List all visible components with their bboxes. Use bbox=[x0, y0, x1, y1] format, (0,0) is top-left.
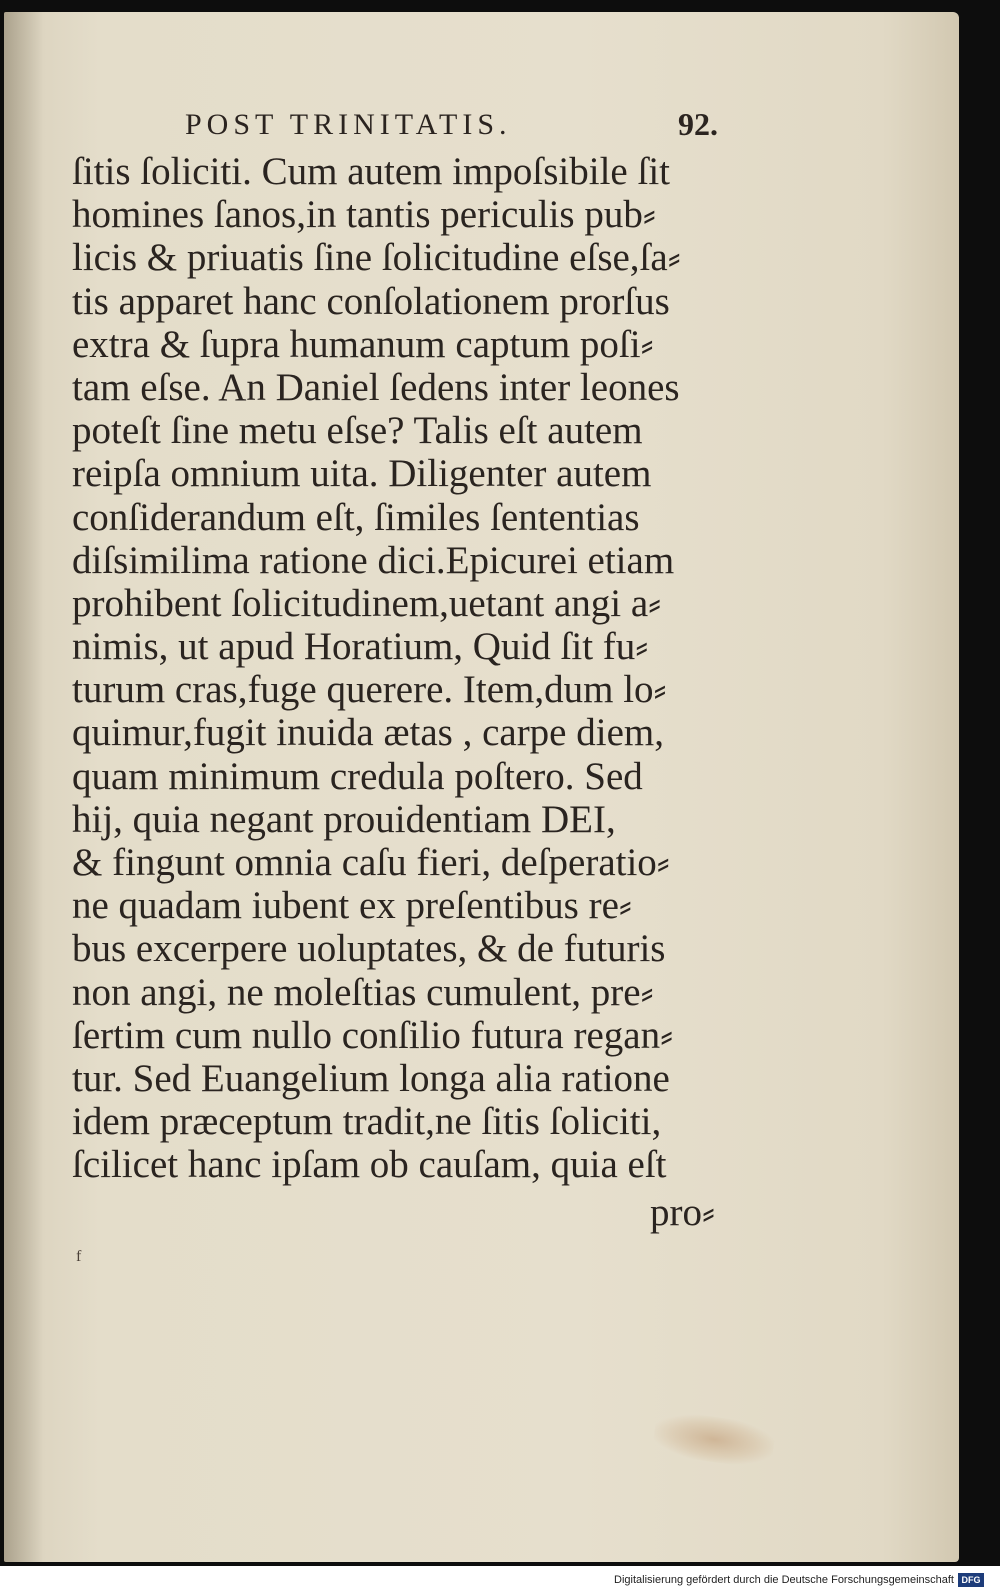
text-line: tis apparet hanc conſolationem prorſus bbox=[72, 279, 670, 323]
text-line: tur. Sed Euangelium longa alia ratione bbox=[72, 1056, 670, 1100]
text-line: prohibent ſolicitudinem,uetant angi a⸗ bbox=[72, 581, 662, 625]
text-line: ſitis ſoliciti. Cum autem impoſsibile ſit bbox=[72, 150, 670, 193]
text-line: homines ſanos,in tantis periculis pub⸗ bbox=[72, 193, 656, 237]
gutter-shadow bbox=[4, 12, 44, 1562]
text-line: quam minimum credula poſtero. Sed bbox=[72, 754, 643, 798]
text-line: idem præceptum tradit,ne ſitis ſoliciti, bbox=[72, 1100, 662, 1144]
text-line: reipſa omnium uita. Diligenter autem bbox=[72, 452, 652, 496]
text-line: extra & ſupra humanum captum poſi⸗ bbox=[72, 322, 654, 366]
text-line: hij, quia negant prouidentiam DEI, bbox=[72, 797, 616, 841]
text-line: licis & priuatis ſine ſolicitudine eſse,ſa⸗ bbox=[72, 236, 681, 280]
text-line: conſiderandum eſt, ſimiles ſententias bbox=[72, 495, 640, 539]
text-line: turum cras,fuge querere. Item,dum lo⸗ bbox=[72, 668, 667, 712]
folio-number: 92. bbox=[678, 106, 718, 142]
text-line: ne quadam iubent ex preſentibus re⸗ bbox=[72, 884, 632, 928]
paper-stain bbox=[651, 1409, 776, 1470]
text-line: bus excerpere uoluptates, & de futuris bbox=[72, 927, 666, 971]
text-line: non angi, ne moleſtias cumulent, pre⸗ bbox=[72, 970, 654, 1014]
digitization-credit: Digitalisierung gefördert durch die Deutsche Forschungsgemeinschaft bbox=[614, 1574, 954, 1586]
text-line: nimis, ut apud Horatium, Quid ſit fu⸗ bbox=[72, 625, 649, 669]
text-line: diſsimilima ratione dici.Epicurei etiam bbox=[72, 538, 675, 582]
text-line: ſertim cum nullo conſilio futura regan⸗ bbox=[72, 1013, 674, 1057]
text-line: ſcilicet hanc ipſam ob cauſam, quia eſt bbox=[72, 1143, 667, 1187]
signature-mark: f bbox=[76, 1248, 82, 1265]
dfg-logo: DFG bbox=[958, 1573, 984, 1587]
text-line: quimur,fugit inuida ætas , carpe diem, bbox=[72, 711, 664, 755]
text-line: & fingunt omnia caſu fieri, deſperatio⸗ bbox=[72, 841, 670, 884]
running-head: POST TRINITATIS. bbox=[185, 108, 512, 141]
catchword: pro⸗ bbox=[650, 1191, 715, 1234]
text-line: tam eſse. An Daniel ſedens inter leones bbox=[72, 365, 680, 409]
text-line: poteſt ſine metu eſse? Talis eſt autem bbox=[72, 409, 643, 453]
text-block bbox=[72, 150, 744, 1187]
